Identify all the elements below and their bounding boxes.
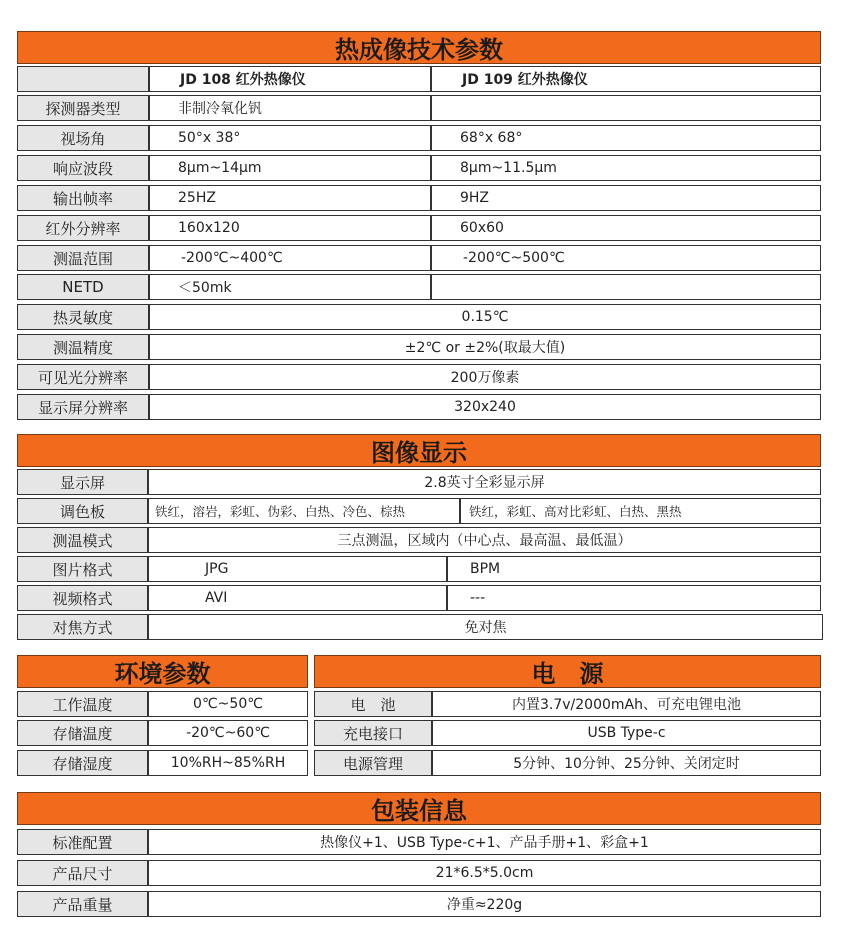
image-label: 显示屏 [17, 469, 148, 495]
environment-section-title: 环境参数 [17, 655, 308, 688]
image-value-b: --- [447, 585, 821, 611]
spec-label: 测温范围 [17, 245, 149, 271]
image-label: 视频格式 [17, 585, 148, 611]
spec-label: 视场角 [17, 125, 149, 151]
spec-value-merged: 320x240 [149, 394, 821, 420]
spec-value-merged: ±2℃ or ±2%(取最大值) [149, 334, 821, 360]
power-label: 充电接口 [314, 720, 432, 746]
spec-value-a: 25HZ [149, 185, 431, 211]
package-value: 21*6.5*5.0cm [148, 860, 821, 886]
spec-label: 探测器类型 [17, 95, 149, 121]
image-label: 图片格式 [17, 556, 148, 582]
env-value: 10%RH~85%RH [148, 750, 308, 776]
spec-value-b: 9HZ [431, 185, 821, 211]
env-label: 存储温度 [17, 720, 148, 746]
power-value: USB Type-c [432, 720, 821, 746]
spec-label: 可见光分辨率 [17, 364, 149, 390]
spec-label: 响应波段 [17, 155, 149, 181]
power-value: 内置3.7v/2000mAh、可充电锂电池 [432, 691, 821, 717]
image-label: 调色板 [17, 498, 148, 524]
palette-value-a: 铁红，溶岩，彩虹、伪彩、白热、冷色、棕热 [148, 498, 460, 524]
spec-value-b: -200℃~500℃ [431, 245, 821, 271]
spec-label: 显示屏分辨率 [17, 394, 149, 420]
spec-value-b [431, 95, 821, 121]
image-value-a: AVI [148, 585, 447, 611]
image-value-merged: 2.8英寸全彩显示屏 [148, 469, 821, 495]
package-label: 产品重量 [17, 891, 148, 917]
palette-value-b: 铁红，彩虹、高对比彩虹、白热、黑热 [460, 498, 821, 524]
spec-value-a: 160x120 [149, 215, 431, 241]
spec-label: NETD [17, 274, 149, 300]
spec-value-a: 50°x 38° [149, 125, 431, 151]
spec-value-a: -200℃~400℃ [149, 245, 431, 271]
env-value: -20℃~60℃ [148, 720, 308, 746]
spec-value-a: ＜50mk [149, 274, 431, 300]
specs-section-title: 热成像技术参数 [17, 31, 821, 64]
spec-value-b: 60x60 [431, 215, 821, 241]
env-value: 0℃~50℃ [148, 691, 308, 717]
package-value: 净重≈220g [148, 891, 821, 917]
model-a-header: JD 108 红外热像仪 [149, 66, 431, 92]
spec-label: 红外分辨率 [17, 215, 149, 241]
image-label: 测温模式 [17, 527, 148, 553]
package-value: 热像仪+1、USB Type-c+1、产品手册+1、彩盒+1 [148, 829, 821, 855]
power-section-title: 电 源 [314, 655, 821, 688]
image-label: 对焦方式 [17, 614, 148, 640]
spec-value-a: 8μm~14μm [149, 155, 431, 181]
spec-value-b: 68°x 68° [431, 125, 821, 151]
image-value-merged: 三点测温，区域内（中心点、最高温、最低温） [148, 527, 821, 553]
spec-value-b [431, 274, 821, 300]
package-label: 标准配置 [17, 829, 148, 855]
image-section-title: 图像显示 [17, 434, 821, 467]
image-value-merged: 免对焦 [148, 614, 823, 640]
spec-value-b: 8μm~11.5μm [431, 155, 821, 181]
env-label: 存储湿度 [17, 750, 148, 776]
package-section-title: 包装信息 [17, 792, 821, 825]
env-label: 工作温度 [17, 691, 148, 717]
power-label: 电 池 [314, 691, 432, 717]
spec-value-a: 非制冷氧化钒 [149, 95, 431, 121]
power-label: 电源管理 [314, 750, 432, 776]
package-label: 产品尺寸 [17, 860, 148, 886]
spec-value-merged: 200万像素 [149, 364, 821, 390]
spec-label: 热灵敏度 [17, 304, 149, 330]
specs-header-blank [17, 66, 149, 92]
power-value: 5分钟、10分钟、25分钟、关闭定时 [432, 750, 821, 776]
spec-label: 输出帧率 [17, 185, 149, 211]
spec-label: 测温精度 [17, 334, 149, 360]
image-value-b: BPM [447, 556, 821, 582]
image-value-a: JPG [148, 556, 447, 582]
spec-value-merged: 0.15℃ [149, 304, 821, 330]
model-b-header: JD 109 红外热像仪 [431, 66, 821, 92]
